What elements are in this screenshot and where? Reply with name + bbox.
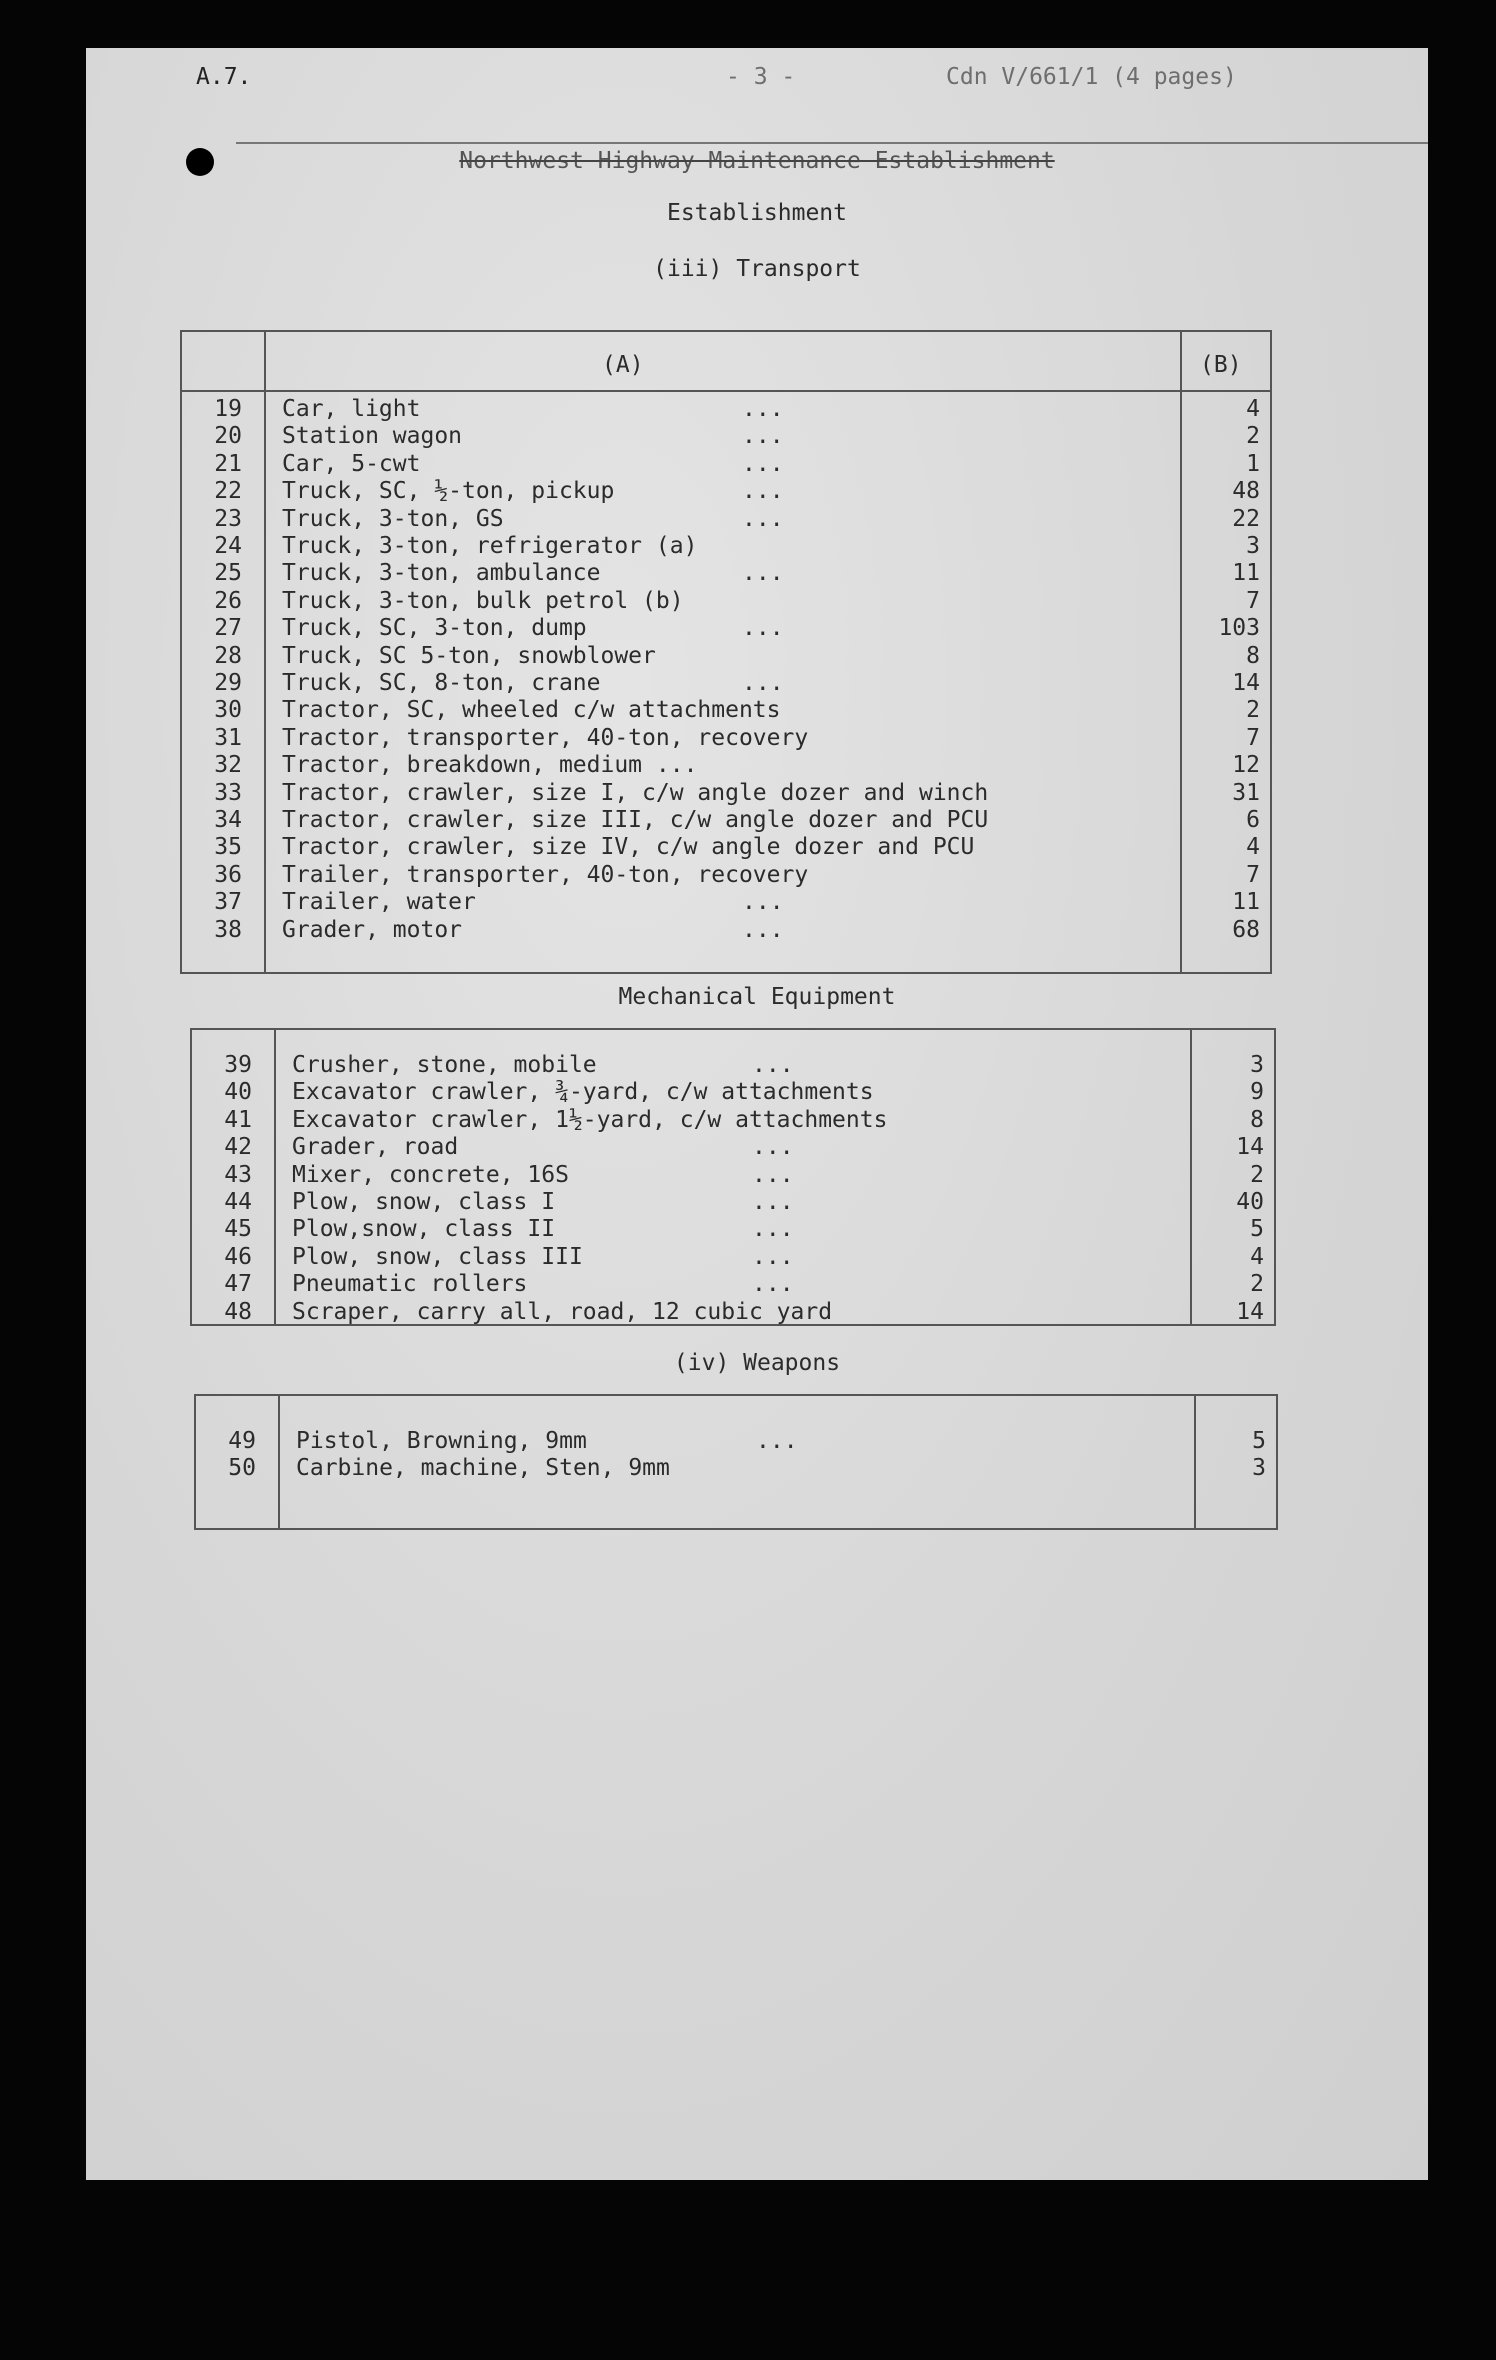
item-description: Carbine, machine, Sten, 9mm [296,1455,670,1482]
document-page [86,48,1428,2180]
table-row [182,478,1270,505]
row-number: 24 [214,533,242,559]
row-number: 25 [214,560,242,587]
table-row [182,560,1270,587]
item-description: Trailer, water [282,889,476,916]
item-quantity: 11 [1232,560,1260,587]
document-title: Northwest Highway Maintenance Establishment [459,148,1055,174]
row-number: 27 [214,615,242,642]
row-number: 46 [224,1243,252,1270]
row-number: 23 [214,505,242,532]
item-quantity: 5 [1250,1216,1264,1243]
row-number: 19 [214,396,242,422]
row-number: 28 [214,642,242,669]
corner-marks: A.7. [196,64,252,90]
leader-dots: ... [742,560,784,587]
row-number: 37 [214,889,242,916]
row-number: 30 [214,697,242,724]
item-description: Tractor, crawler, size IV, c/w angle dozer and PCU [282,834,975,861]
row-number: 32 [214,752,242,779]
leader-dots: ... [752,1243,794,1270]
item-quantity: 22 [1232,505,1260,532]
item-description: Tractor, crawler, size III, c/w angle dozer and PCU [282,807,989,833]
item-quantity: 3 [1246,533,1260,559]
item-description: Excavator crawler, 1½-yard, c/w attachments [292,1106,888,1133]
row-number: 47 [224,1271,252,1298]
table-row [192,1271,1274,1298]
item-quantity: 2 [1250,1161,1264,1188]
row-number: 38 [214,916,242,943]
row-number: 40 [224,1079,252,1106]
column-header-b: (B) [1200,352,1242,378]
table-row [192,1052,1274,1079]
table-row [196,1428,1276,1455]
leader-dots: ... [742,615,784,642]
leader-dots: ... [742,670,784,696]
leader-dots: ... [742,505,784,532]
table-row [192,1216,1274,1243]
item-description: Plow,snow, class II [292,1216,556,1243]
item-quantity: 7 [1246,861,1260,888]
leader-dots: ... [742,450,784,477]
table-row [182,396,1270,423]
item-description: Truck, 3-ton, ambulance [282,560,601,587]
item-quantity: 8 [1246,642,1260,669]
item-description: Grader, motor [282,916,463,943]
page-number: - 3 - [726,64,796,90]
row-number: 43 [224,1161,252,1188]
row-number: 48 [224,1298,252,1325]
item-description: Car, light [282,396,421,422]
item-description: Tractor, crawler, size I, c/w angle dozer and winch [282,779,989,806]
table-row [182,423,1270,450]
item-quantity: 3 [1250,1052,1264,1078]
row-number: 39 [224,1052,252,1078]
item-description: Truck, 3-ton, bulk petrol (b) [282,587,684,614]
row-number: 34 [214,807,242,833]
item-quantity: 48 [1232,478,1260,505]
row-number: 44 [224,1189,252,1215]
row-number: 33 [214,779,242,806]
item-description: Tractor, SC, wheeled c/w attachments [282,697,781,724]
item-quantity: 7 [1246,724,1260,751]
item-description: Truck, SC, ½-ton, pickup [282,478,615,505]
item-description: Truck, 3-ton, GS [282,505,504,532]
leader-dots: ... [752,1052,794,1078]
row-number: 20 [214,423,242,450]
table-row [182,780,1270,807]
section-title-weapons: (iv) Weapons [673,1350,841,1376]
table-row [182,588,1270,615]
item-quantity: 40 [1236,1189,1264,1215]
item-quantity: 14 [1232,670,1260,696]
leader-dots: ... [752,1189,794,1215]
item-description: Plow, snow, class I [292,1189,556,1215]
item-quantity: 14 [1236,1298,1264,1325]
table-row [192,1162,1274,1189]
table-row [192,1079,1274,1106]
table-row [182,533,1270,560]
table-row [182,643,1270,670]
item-description: Truck, SC 5-ton, snowblower [282,642,656,669]
item-quantity: 11 [1232,889,1260,916]
table-row [182,615,1270,642]
table-row [192,1134,1274,1161]
row-number: 41 [224,1106,252,1133]
row-number: 26 [214,587,242,614]
item-description: Truck, SC, 8-ton, crane [282,670,601,696]
row-number: 29 [214,670,242,696]
item-description: Tractor, transporter, 40-ton, recovery [282,724,809,751]
item-description: Truck, SC, 3-ton, dump [282,615,587,642]
item-quantity: 5 [1252,1428,1266,1454]
leader-dots: ... [742,916,784,943]
item-description: Car, 5-cwt [282,450,421,477]
row-number: 49 [228,1428,256,1454]
leader-dots: ... [756,1428,798,1454]
item-quantity: 7 [1246,587,1260,614]
leader-dots: ... [742,423,784,450]
item-description: Grader, road [292,1134,459,1161]
item-quantity: 4 [1246,396,1260,422]
table-row [182,506,1270,533]
item-quantity: 9 [1250,1079,1264,1106]
table-row [182,670,1270,697]
leader-dots: ... [752,1161,794,1188]
document-reference: Cdn V/661/1 (4 pages) [946,64,1237,90]
item-description: Excavator crawler, ¾-yard, c/w attachments [292,1079,874,1106]
leader-dots: ... [752,1134,794,1161]
section-title-mechanical: Mechanical Equipment [618,984,896,1010]
header-divider [182,390,1270,392]
document-subtitle: Establishment [666,200,847,226]
row-number: 31 [214,724,242,751]
leader-dots: ... [752,1271,794,1298]
table-row [192,1244,1274,1271]
table-row [192,1107,1274,1134]
leader-dots: ... [742,396,784,422]
item-description: Crusher, stone, mobile [292,1052,597,1078]
table-row [192,1189,1274,1216]
item-description: Plow, snow, class III [292,1243,583,1270]
table-row [182,725,1270,752]
table-row [192,1299,1274,1326]
table-row [196,1455,1276,1482]
table-row [182,807,1270,834]
row-number: 22 [214,478,242,505]
item-description: Tractor, breakdown, medium ... [282,752,698,779]
item-quantity: 14 [1236,1134,1264,1161]
item-quantity: 4 [1250,1243,1264,1270]
row-number: 36 [214,861,242,888]
row-number: 42 [224,1134,252,1161]
leader-dots: ... [742,478,784,505]
row-number: 21 [214,450,242,477]
item-quantity: 2 [1246,423,1260,450]
row-number: 35 [214,834,242,861]
leader-dots: ... [742,889,784,916]
item-description: Truck, 3-ton, refrigerator (a) [282,533,698,559]
header-rule [236,142,1428,144]
item-description: Scraper, carry all, road, 12 cubic yard [292,1298,833,1325]
column-header-a: (A) [602,352,644,378]
item-quantity: 1 [1246,450,1260,477]
mechanical-table [190,1028,1276,1326]
item-description: Trailer, transporter, 40-ton, recovery [282,861,809,888]
weapons-table [194,1394,1278,1530]
item-description: Pneumatic rollers [292,1271,528,1298]
row-number: 45 [224,1216,252,1243]
row-number: 50 [228,1455,256,1482]
table-row [182,862,1270,889]
item-quantity: 2 [1246,697,1260,724]
item-quantity: 2 [1250,1271,1264,1298]
item-quantity: 12 [1232,752,1260,779]
table-row [182,752,1270,779]
item-description: Mixer, concrete, 16S [292,1161,569,1188]
item-quantity: 6 [1246,807,1260,833]
item-description: Station wagon [282,423,463,450]
table-row [182,834,1270,861]
table-row [182,697,1270,724]
table-row [182,917,1270,944]
item-quantity: 8 [1250,1106,1264,1133]
table-row [182,451,1270,478]
item-quantity: 103 [1218,615,1260,642]
item-quantity: 4 [1246,834,1260,861]
section-title-transport: (iii) Transport [653,256,861,282]
item-description: Pistol, Browning, 9mm [296,1428,587,1454]
table-row [182,889,1270,916]
item-quantity: 31 [1232,779,1260,806]
item-quantity: 68 [1232,916,1260,943]
leader-dots: ... [752,1216,794,1243]
item-quantity: 3 [1252,1455,1266,1482]
transport-table [180,330,1272,974]
